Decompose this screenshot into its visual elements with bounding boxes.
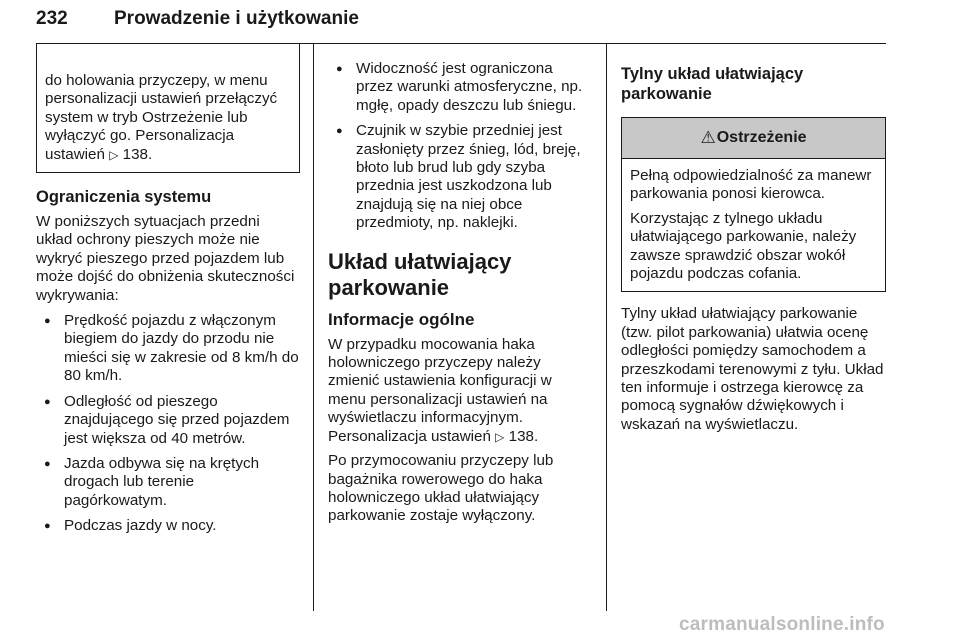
continued-note-box xyxy=(36,44,300,173)
section-heading: Tylny układ ułatwiający parkowanie xyxy=(621,65,804,103)
list-item: ● Prędkość pojazdu z włączonym biegiem do jazdy do przodu nie mieści się w zakresie od 8 km/h do 80 km/h. xyxy=(36,312,300,386)
chapter-heading: Układ ułatwiający parkowanie xyxy=(328,248,512,300)
arrow-right-outline-icon: ▷ xyxy=(109,147,119,162)
running-title: Prowadzenie i użytkowanie xyxy=(114,8,359,29)
list-item: ● Odległość od pieszego znajdującego się przed pojazdem jest większa od 40 metrów. xyxy=(36,393,300,448)
warning-box xyxy=(621,117,886,292)
warning-body xyxy=(622,159,885,291)
column-right xyxy=(621,64,886,434)
section-heading: Ograniczenia systemu xyxy=(36,188,212,207)
arrow-right-outline-icon: ▷ xyxy=(495,429,505,444)
column-divider xyxy=(313,44,314,611)
paragraph: W przypadku mocowania haka holowniczego przyczepy należy zmienić ustawienia konfiguracji w menu personalizacji ustawień na wyświetlaczu informacyjnym. Personalizacja ustawień ▷ 138. xyxy=(328,335,552,445)
column-middle xyxy=(328,60,592,526)
sub-heading: Informacje ogólne xyxy=(328,309,475,329)
list-item: ● Jazda odbywa się na krętych drogach lub terenie pagórkowatym. xyxy=(36,455,300,510)
warning-triangle-icon: ⚠ xyxy=(700,127,716,147)
list-item: ● Czujnik w szybie przedniej jest zasłonięty przez śnieg, lód, breję, błoto lub brud lub gdy szyba przednia jest uszkodzona lub znajdują się na niej obce przedmioty, np. naklejki. xyxy=(328,122,592,232)
warning-paragraph: Korzystając z tylnego układu ułatwiającego parkowanie, należy zawsze sprawdzić obszar wokół pojazdu podczas cofania. xyxy=(630,209,857,283)
column-divider xyxy=(606,44,607,611)
limitations-list xyxy=(36,312,300,535)
continued-note: do holowania przyczepy, w menu personalizacji ustawień przełączyć system w tryb Ostrzeżenie lub wyłączyć go. Personalizacja ustawień ▷ 138. xyxy=(45,72,278,163)
cross-reference[interactable]: ▷ 138. xyxy=(109,145,153,163)
limitations-list-continued xyxy=(328,60,592,233)
intro-paragraph: W poniższych sytuacjach przedni układ ochrony pieszych może nie wykryć pieszego przed pojazdem lub może dojść do obniżenia skuteczności wykrywania: xyxy=(36,213,295,304)
warning-title: Ostrzeżenie xyxy=(716,128,807,146)
list-item: ● Podczas jazdy w nocy. xyxy=(36,517,300,535)
paragraph: Po przymocowaniu przyczepy lub bagażnika rowerowego do haka holowniczego układ ułatwiający parkowanie zostaje wyłączony. xyxy=(328,452,554,525)
watermark: carmanualsonline.info xyxy=(679,614,885,635)
warning-paragraph: Pełną odpowiedzialność za manewr parkowania ponosi kierowca. xyxy=(630,167,872,203)
page-number: 232 xyxy=(36,8,68,29)
page-header xyxy=(36,6,886,34)
warning-header xyxy=(622,118,885,159)
list-item: ● Widoczność jest ograniczona przez warunki atmosferyczne, np. mgłę, opady deszczu lub śniegu. xyxy=(328,60,592,115)
cross-reference[interactable]: ▷ 138. xyxy=(495,427,539,445)
column-left xyxy=(36,44,300,536)
paragraph: Tylny układ ułatwiający parkowanie (tzw. pilot parkowania) ułatwia ocenę odległości pomiędzy samochodem a przeszkodami terenowymi z tyłu. Układ ten informuje i ostrzega kierowcę za pomocą sygnałów dźwiękowych i wskazań na wyświetlaczu. xyxy=(621,305,884,433)
